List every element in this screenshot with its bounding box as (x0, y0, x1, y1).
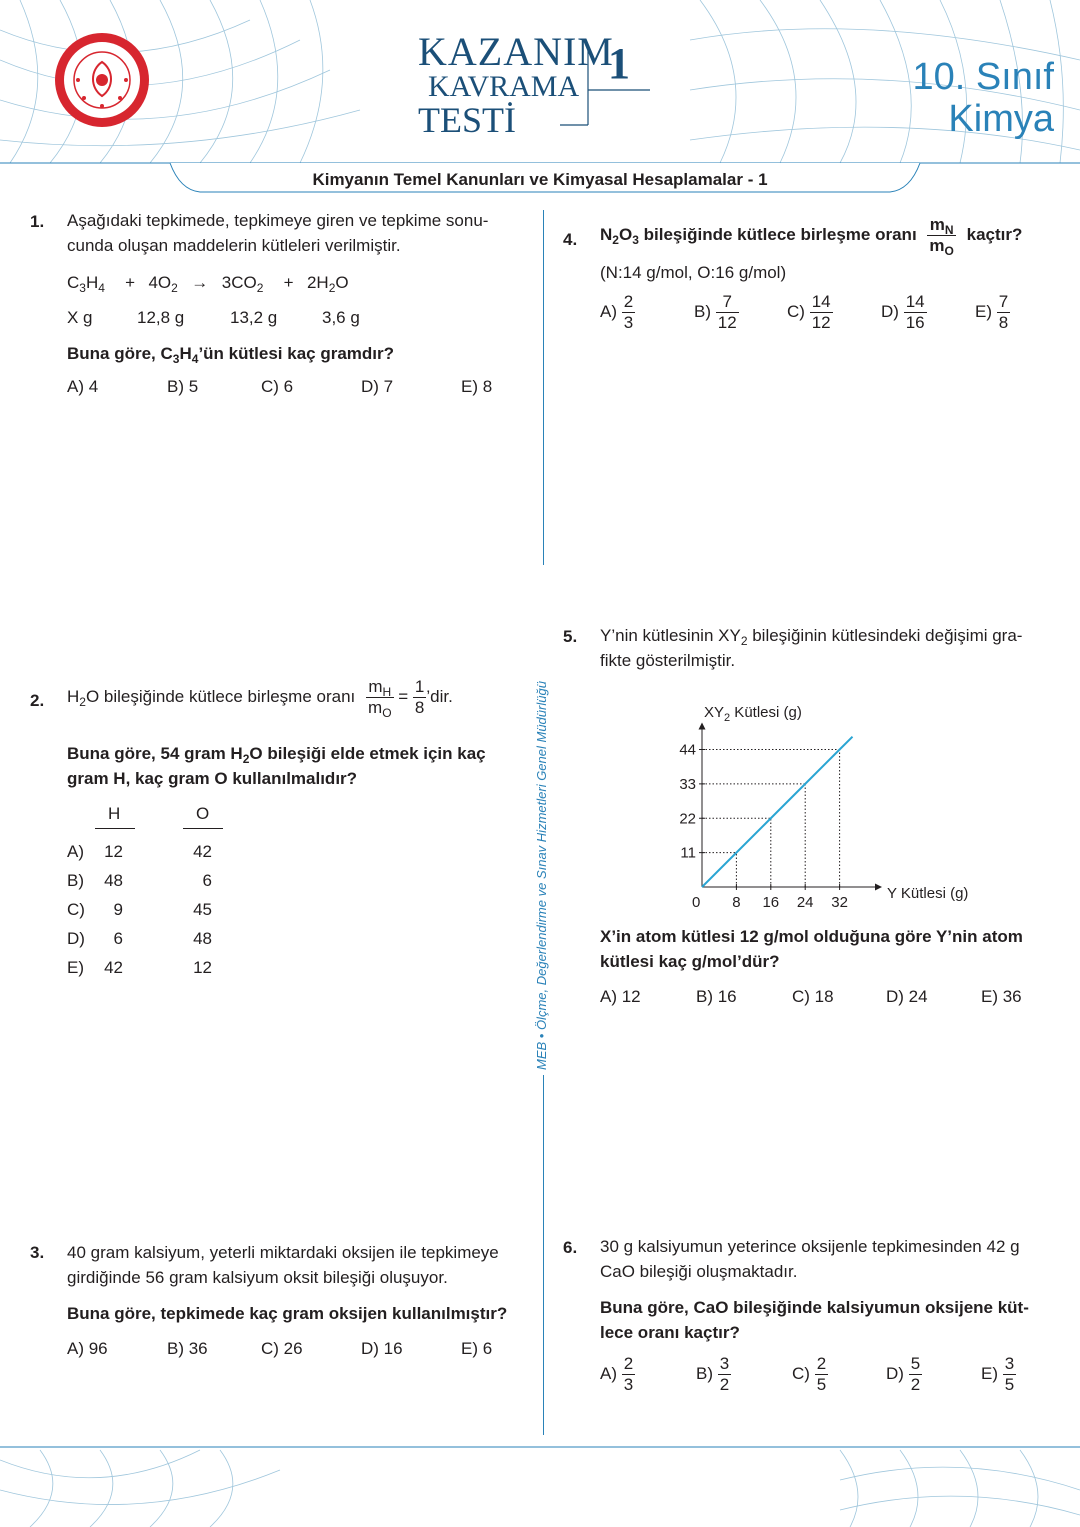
subject-text: Kimya (948, 98, 1054, 140)
sidebar-text: MEB • Ölçme, Değerlendirme ve Sınav Hizmetleri Genel Müdürlüğü (534, 681, 549, 1070)
q3-question: Buna göre, tepkimede kaç gram oksijen kullanılmıştır? (67, 1304, 508, 1323)
q2-option-c-label[interactable]: C) (67, 900, 85, 919)
q6-text-line1: 30 g kalsiyumun yeterince oksijenle tepkimesinden 42 g (600, 1237, 1020, 1256)
q6-option-d-label: D) (886, 1363, 904, 1383)
meb-seal-logo (52, 30, 152, 130)
q2-col-o-rule (183, 828, 223, 829)
q2-text: $H_2O$ bileşiğinde kütlece birleşme oranı $\frac{m_H}{m_O}$ = $\frac{1}{8}$ ’dir. (67, 677, 453, 720)
q4-option-b-label: B) (694, 301, 711, 321)
q6-option-c-num: 2 (816, 1354, 827, 1373)
q5-number: 5. (563, 627, 578, 646)
q5-text-line2: fikte gösterilmiştir. (600, 651, 736, 670)
q2-option-c-h: 9 (113, 900, 123, 919)
column-divider-bottom (543, 1075, 544, 1435)
q6-option-a-den: 3 (623, 1375, 634, 1394)
q1-mass-1: X g (67, 308, 93, 327)
q4-text-end: kaçtır? (966, 224, 1023, 244)
chart-y-arrow (699, 723, 706, 730)
chart-x-tick-label: 16 (762, 894, 780, 911)
q1-mass-2: 12,8 g (137, 308, 185, 327)
q2-option-b-o: 6 (202, 871, 212, 890)
q6-option-b-num: 3 (719, 1354, 730, 1373)
q4-option-b-num: 7 (716, 292, 739, 313)
q1-option-c[interactable]: C) 6 (261, 377, 294, 396)
q6-text-line2: CaO bileşiği oluşmaktadır. (600, 1262, 798, 1281)
title-bracket (540, 50, 670, 130)
q2-option-a-o: 42 (193, 842, 212, 861)
q1-text-line2: cunda oluşan maddelerin kütleleri verilmiştir. (67, 236, 401, 255)
q2-option-a-h: 12 (104, 842, 123, 861)
q4-ratio-fraction: $\frac{m_N}{m_O}$ (929, 215, 954, 258)
chart-y-label: $XY_2$ Kütlesi (g) (704, 704, 802, 724)
chart-data-line (702, 737, 853, 887)
q6-question-line1: Buna göre, CaO bileşiğinde kalsiyumun oksijene küt- (600, 1298, 1029, 1317)
q2-text-pre: O bileşiğinde kütlece birleşme oranı (85, 686, 356, 706)
q2-option-e-label[interactable]: E) (67, 958, 84, 977)
q6-option-c[interactable] (792, 1354, 828, 1395)
q6-question-line2: lece oranı kaçtır? (600, 1323, 740, 1342)
q3-number: 3. (30, 1243, 45, 1262)
grade-label (912, 56, 1054, 140)
q2-option-e-h: 42 (104, 958, 123, 977)
chart-x-label: Y Kütlesi (g) (887, 885, 969, 902)
q5-option-b[interactable]: B) 16 (696, 987, 737, 1006)
q4-option-c-label: C) (787, 301, 805, 321)
q5-question (600, 924, 1023, 974)
q1-text-line1: Aşağıdaki tepkimede, tepkimeye giren ve tepkime sonu- (67, 211, 489, 230)
q5-text-line1b: bileşiğinin kütlesindeki değişimi gra- (747, 626, 1023, 645)
q4-option-c-den: 12 (811, 313, 831, 332)
q4-option-b-den: 12 (717, 313, 737, 332)
q4-option-d-label: D) (881, 301, 899, 321)
chart-y-tick-label: 33 (679, 775, 696, 793)
q3-option-b[interactable]: B) 36 (167, 1339, 208, 1358)
q4-text-mid: bileşiğinde kütlece birleşme oranı (643, 224, 917, 244)
q3-option-c[interactable]: C) 26 (261, 1339, 303, 1358)
q6-option-d[interactable] (886, 1354, 922, 1395)
q5-text: Y’nin kütlesinin $XY_2$ bileşiğinin kütlesindeki değişimi gra- fikte gösterilmiştir. (600, 623, 1022, 673)
q2-option-b-label[interactable]: B) (67, 871, 84, 890)
title-line3: TESTİ (418, 100, 516, 140)
q4-option-a-den: 3 (623, 313, 634, 332)
page-subtitle: Kimyanın Temel Kanunları ve Kimyasal Hesaplamalar - 1 (312, 170, 768, 189)
q1-mass-4: 3,6 g (322, 308, 360, 327)
q1-option-b[interactable]: B) 5 (167, 377, 199, 396)
q2-option-b-h: 48 (104, 871, 123, 890)
q5-question-line2: kütlesi kaç g/mol’dür? (600, 952, 780, 971)
q1-option-d[interactable]: D) 7 (361, 377, 394, 396)
chart-x-tick-label: 32 (831, 894, 848, 911)
q3-text (67, 1240, 499, 1290)
q5-option-c[interactable]: C) 18 (792, 987, 834, 1006)
chart-y-tick-label: 22 (679, 810, 696, 828)
q2-option-e-o: 12 (193, 958, 212, 977)
q4-given: (N:14 g/mol, O:16 g/mol) (600, 263, 787, 282)
q6-option-a-num: 2 (623, 1354, 634, 1373)
q4-option-c[interactable] (787, 292, 833, 333)
q6-option-b-label: B) (696, 1363, 713, 1383)
q6-option-e-label: E) (981, 1363, 998, 1383)
q2-col-h: H (108, 804, 121, 823)
q6-option-d-num: 5 (910, 1354, 921, 1373)
q5-text-line1a: Y’nin kütlesinin XY (600, 626, 741, 645)
q2-col-o: O (196, 804, 210, 823)
q4-number: 4. (563, 230, 578, 249)
q4-option-e-num: 7 (998, 292, 1009, 311)
q6-option-b-den: 2 (719, 1375, 730, 1394)
q4-option-a[interactable] (600, 292, 635, 333)
q6-option-d-den: 2 (910, 1375, 921, 1394)
chart-origin-label: 0 (692, 894, 701, 911)
q2-question-line2: gram H, kaç gram O kullanılmalıdır? (67, 769, 358, 788)
q5-chart (660, 695, 1000, 920)
chart-x-tick-label: 24 (796, 894, 814, 911)
q4-text: $N_2O_3$ bileşiğinde kütlece birleşme oranı $\frac{m_N}{m_O}$ kaçtır? (600, 215, 1023, 258)
title-line2: KAVRAMA (428, 70, 580, 103)
q2-question-line1b: O bileşiği elde etmek için kaç (249, 744, 486, 763)
q6-option-c-label: C) (792, 1363, 810, 1383)
q2-option-a-label[interactable]: A) (67, 842, 84, 861)
q5-option-a[interactable]: A) 12 (600, 987, 641, 1006)
q2-question: Buna göre, 54 gram $H_2O$ bileşiği elde etmek için kaç gram H, kaç gram O kullanılmalıdır? (67, 741, 486, 791)
chart-y-tick-label: 11 (680, 844, 696, 862)
q2-number: 2. (30, 691, 45, 710)
chart-x-tick-label: 8 (732, 894, 741, 911)
q2-option-d-o: 48 (193, 929, 212, 948)
title-line1: KAZANIM (418, 29, 614, 74)
test-number: 1 (608, 39, 630, 88)
q3-text-line1: 40 gram kalsiyum, yeterli miktardaki oksijen ile tepkimeye (67, 1243, 499, 1262)
grade-text: 10. Sınıf (912, 56, 1054, 98)
q6-text (600, 1234, 1020, 1284)
q6-option-a-label: A) (600, 1363, 617, 1383)
q1-question-pre: Buna göre, C (67, 344, 173, 363)
q3-option-e[interactable]: E) 6 (461, 1339, 493, 1358)
q2-option-d-h: 6 (113, 929, 123, 948)
q1-number: 1. (30, 212, 45, 231)
q4-option-c-num: 14 (811, 292, 831, 311)
q4-option-e-label: E) (975, 301, 992, 321)
q2-question-line1: Buna göre, 54 gram H (67, 744, 243, 763)
q2-ratio-fraction: $\frac{m_H}{m_O}$ (368, 677, 392, 720)
q2-option-c-o: 45 (193, 900, 212, 919)
q5-option-e[interactable]: E) 36 (981, 987, 1022, 1006)
q1-option-e[interactable]: E) 8 (461, 377, 493, 396)
q6-number: 6. (563, 1238, 578, 1257)
chart-y-tick-label: 44 (679, 741, 696, 759)
q1-question-post: ’ün kütlesi kaç gramdır? (198, 344, 395, 363)
q4-option-d-num: 14 (905, 292, 925, 311)
q4-option-a-label: A) (600, 301, 617, 321)
q4-option-d-den: 16 (905, 313, 925, 332)
chart-x-arrow (875, 884, 882, 891)
q3-text-line2: girdiğinde 56 gram kalsiyum oksit bileşiği oluşuyor. (67, 1268, 448, 1287)
q3-option-a[interactable]: A) 96 (67, 1339, 108, 1358)
q4-option-b[interactable] (694, 292, 739, 333)
q5-question-line1: X’in atom kütlesi 12 g/mol olduğuna göre Y’nin atom (600, 927, 1023, 946)
q5-option-d[interactable]: D) 24 (886, 987, 928, 1006)
q2-text-post: ’dir. (426, 686, 453, 706)
q2-col-h-rule (95, 828, 135, 829)
q1-question: Buna göre, $C_3H_4’ün$ kütlesi kaç gramdır? (67, 344, 395, 366)
q6-question (600, 1295, 1029, 1345)
q3-option-d[interactable]: D) 16 (361, 1339, 403, 1358)
q6-option-e-num: 3 (1004, 1354, 1015, 1373)
column-divider-top (543, 210, 544, 565)
q2-ratio-value: $\frac{1}{8}$ (414, 677, 425, 717)
q1-equation: $C_3H_4 + 4O_2 \to 3CO_2 + 2H_2O$ (67, 273, 349, 295)
q6-option-e-den: 5 (1004, 1375, 1015, 1394)
q6-option-e[interactable] (981, 1354, 1016, 1395)
q6-option-c-den: 5 (816, 1375, 827, 1394)
q1-option-a[interactable]: A) 4 (67, 377, 99, 396)
q4-option-d[interactable] (881, 292, 927, 333)
q4-option-a-num: 2 (623, 292, 634, 311)
q6-option-b[interactable] (696, 1354, 731, 1395)
q6-option-a[interactable] (600, 1354, 635, 1395)
q4-option-e-den: 8 (998, 313, 1009, 332)
q1-text (67, 208, 488, 258)
q2-option-d-label[interactable]: D) (67, 929, 85, 948)
q1-mass-3: 13,2 g (230, 308, 278, 327)
q4-option-e[interactable] (975, 292, 1010, 333)
